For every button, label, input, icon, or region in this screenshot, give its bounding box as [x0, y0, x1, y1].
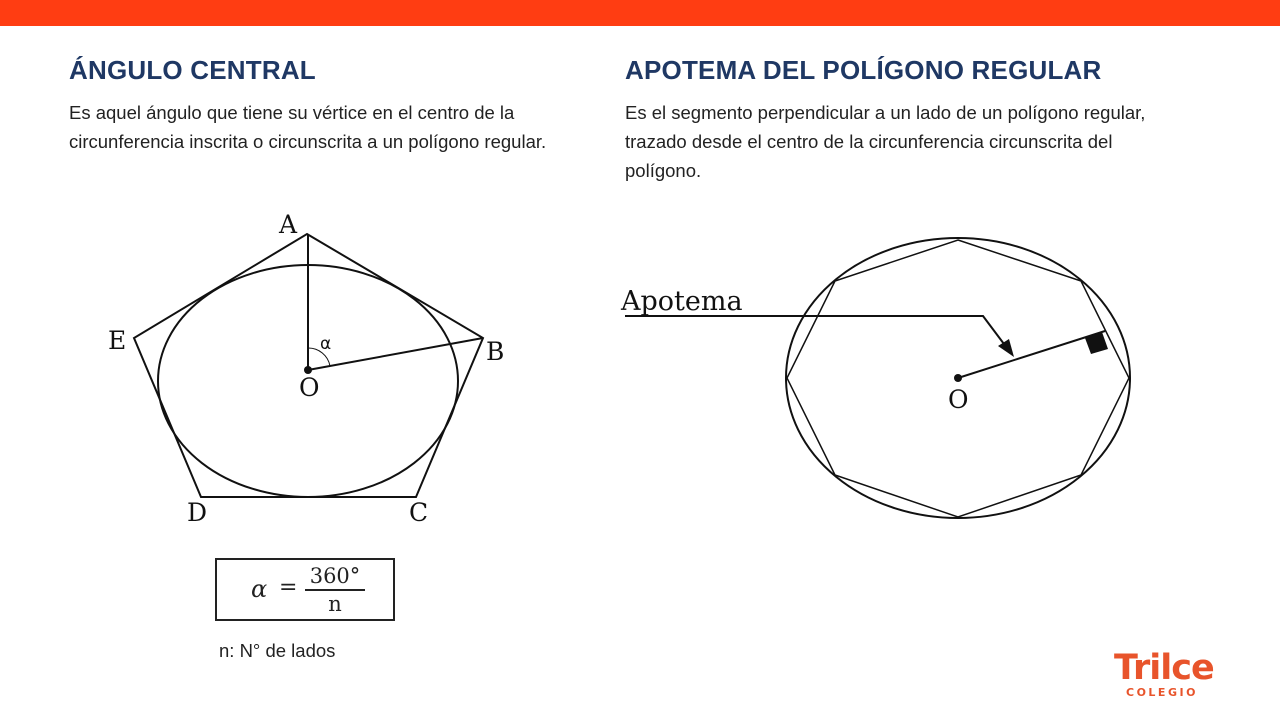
- center-point-right: [954, 374, 962, 382]
- center-label-right: O: [948, 385, 969, 414]
- fraction-bar: [305, 589, 365, 591]
- apothem-segment: [958, 331, 1105, 378]
- trilce-logo: [1114, 650, 1244, 699]
- alpha-label: α: [320, 334, 332, 354]
- vertex-label-e: E: [108, 326, 127, 355]
- apothem-description: Es el segmento perpendicular a un lado de un polígono regular, trazado desde el centro de la circunferencia circunscrita del polígono.: [625, 102, 1146, 181]
- formula-fraction: [305, 564, 365, 615]
- vertex-label-a: A: [279, 210, 298, 239]
- sides-note: n: N° de lados: [219, 640, 336, 661]
- vertex-label-b: B: [486, 337, 505, 366]
- vertex-label-c: C: [409, 498, 429, 527]
- logo-sub-text: COLEGIO: [1126, 686, 1198, 699]
- central-angle-title: ÁNGULO CENTRAL: [69, 55, 316, 85]
- center-label-left: O: [299, 373, 320, 402]
- apothem-title: APOTEMA DEL POLÍGONO REGULAR: [625, 55, 1102, 85]
- logo-main-text: Trilce: [1114, 648, 1214, 688]
- vertex-label-d: D: [187, 498, 208, 527]
- apotema-pointer-line: [625, 316, 1010, 352]
- formula-alpha: α: [251, 575, 268, 603]
- pentagon-diagram: [134, 234, 483, 497]
- formula-denominator: n: [328, 591, 342, 616]
- formula-equals: =: [279, 575, 298, 600]
- formula-numerator: 360°: [309, 564, 361, 588]
- formula-box: [215, 558, 395, 621]
- arrowhead: [998, 339, 1014, 357]
- central-angle-description: Es aquel ángulo que tiene su vértice en el centro de la circunferencia inscrita o circunscrita a un polígono regular.: [69, 102, 547, 152]
- apotema-label: Apotema: [621, 286, 743, 317]
- octagon-diagram: [625, 238, 1130, 518]
